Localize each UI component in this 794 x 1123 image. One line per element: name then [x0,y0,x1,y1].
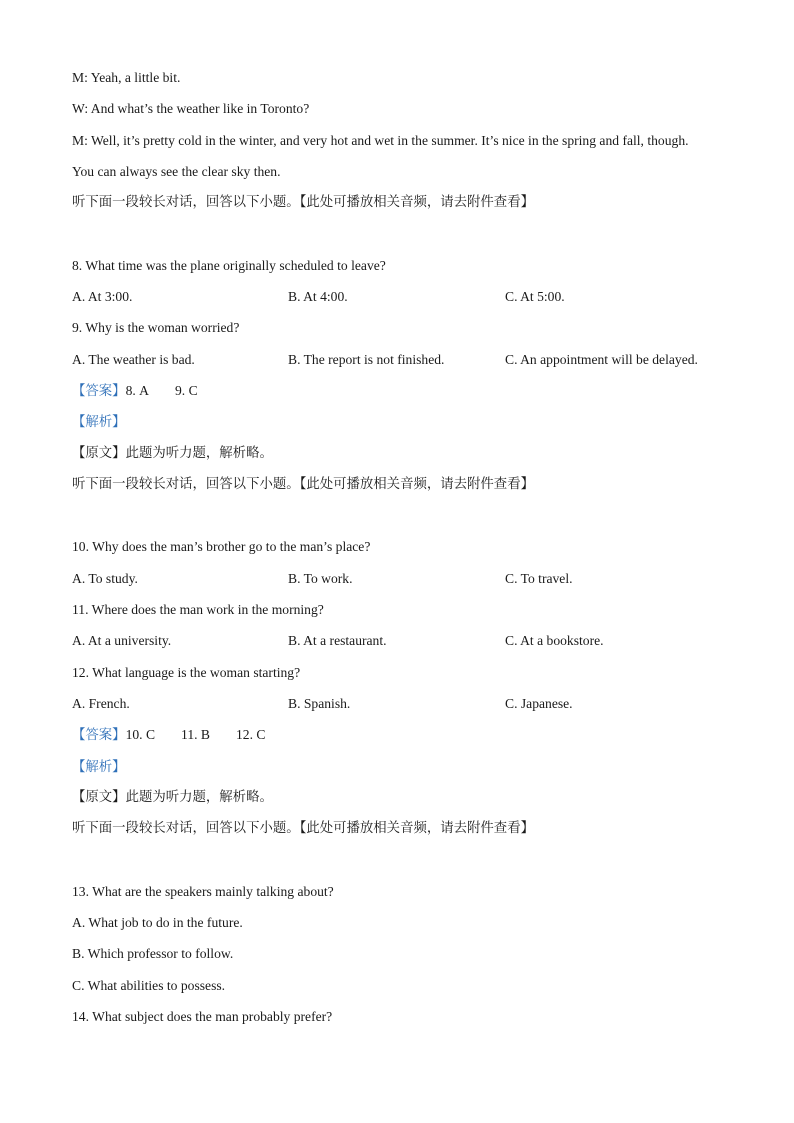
options-11 [72,625,732,656]
dialogue-line: M: Yeah, a little bit. [72,70,181,85]
answer-tag: 【答案】 [72,728,126,744]
analysis-tag: 【解析】 [72,759,126,775]
dialogue-line: M: Well, it’s pretty cold in the winter, and very hot and wet in the summer. It’s nice in the spring and fall, though. [72,132,689,148]
options-10 [72,563,732,594]
original-text: 此题为听力题，解析略。 [125,445,273,461]
original-text-tag: 【原文】 [72,789,126,805]
option-c: C. Japanese. [505,695,573,711]
answer-line [72,719,732,750]
option-a: A. The weather is bad. [72,351,195,367]
dialogue-line: W: And what’s the weather like in Toronto? [72,101,310,117]
question-10: 10. Why does the man’s brother go to the man’s place? [72,539,371,555]
option-b: B. At a restaurant. [288,633,387,649]
instruction: 听下面一段较长对话，回答以下小题。【此处可播放相关音频，请去附件查看】 [72,821,534,837]
original-text-line [72,782,732,813]
instruction: 听下面一段较长对话，回答以下小题。【此处可播放相关音频，请去附件查看】 [72,195,534,211]
option-b: B. To work. [288,570,353,586]
option-a: A. What job to do in the future. [72,915,243,931]
option-b: B. The report is not finished. [288,351,445,367]
answer-item: 9. C [174,382,198,398]
option-c: C. An appointment will be delayed. [505,351,698,367]
answer-item: 10. C [125,727,156,743]
options-9 [72,344,732,375]
option-c: C. To travel. [505,570,573,586]
options-8 [72,281,732,312]
question-8: 8. What time was the plane originally scheduled to leave? [72,257,386,273]
option-c: C. At a bookstore. [505,633,604,649]
option-a: A. At a university. [72,633,172,649]
question-11: 11. Where does the man work in the morning? [72,602,324,618]
answer-tag: 【答案】 [72,383,126,399]
analysis-tag: 【解析】 [72,415,126,431]
analysis-line [72,406,732,437]
answer-item: 8. A [125,382,149,398]
option-a: A. French. [72,695,130,711]
answer-item: 11. B [181,727,210,743]
answer-item: 12. C [235,727,266,743]
original-text-line [72,438,732,469]
original-text-tag: 【原文】 [72,445,126,461]
question-14: 14. What subject does the man probably prefer? [72,1008,333,1024]
original-text: 此题为听力题，解析略。 [125,789,273,805]
option-c: C. What abilities to possess. [72,977,226,993]
option-b: B. At 4:00. [288,289,348,305]
option-a: A. At 3:00. [72,289,133,305]
answer-line [72,375,732,406]
document-page [72,62,732,1032]
option-c: C. At 5:00. [505,289,565,305]
question-9: 9. Why is the woman worried? [72,320,240,336]
option-a: A. To study. [72,570,138,586]
options-12 [72,688,732,719]
dialogue-line: You can always see the clear sky then. [72,163,281,179]
analysis-line [72,751,732,782]
option-b: B. Which professor to follow. [72,946,234,962]
option-b: B. Spanish. [288,695,351,711]
question-12: 12. What language is the woman starting? [72,664,301,680]
question-13: 13. What are the speakers mainly talking about? [72,883,334,899]
instruction: 听下面一段较长对话，回答以下小题。【此处可播放相关音频，请去附件查看】 [72,476,534,492]
